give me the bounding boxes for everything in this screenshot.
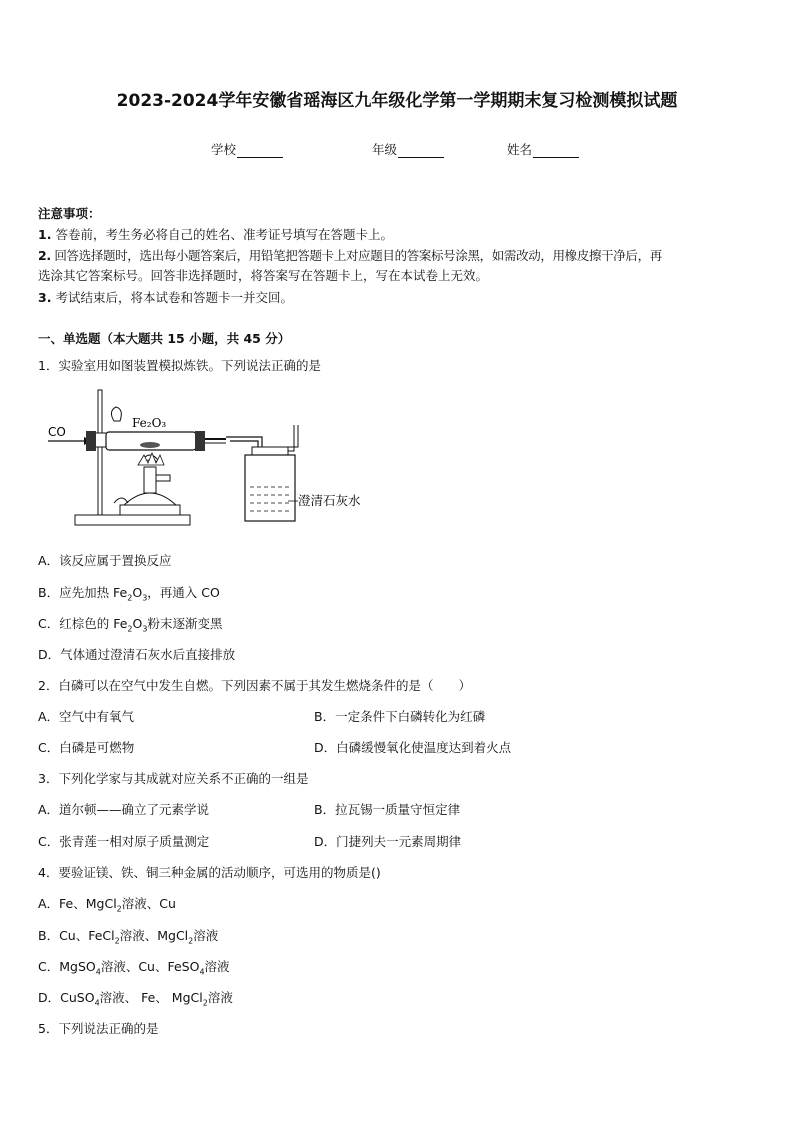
notice-heading: 注意事项：	[38, 206, 101, 221]
notice-item-2: 2. 回答选择题时，选出每小题答案后，用铅笔把答题卡上对应题目的答案标号涂黑，如需改动，用橡皮擦干净后，再	[38, 248, 662, 263]
gas-inlet	[114, 498, 128, 503]
q4-option-c: C．MgSO$_4$溶液、Cu、FeSO$_4$溶液	[38, 959, 230, 977]
stopper-right	[195, 431, 205, 451]
bottle-neck	[252, 447, 288, 455]
name-field	[507, 140, 579, 158]
fe2o3-label: Fe₂O₃	[132, 416, 167, 430]
fe2o3-powder	[140, 442, 160, 448]
q1-option-c: C．红棕色的 $Fe_2O_3$粉末逐渐变黑	[38, 616, 223, 634]
name-label: 姓名	[507, 142, 533, 157]
iron-smelting-apparatus-figure	[40, 385, 380, 535]
q2-stem: 2．白磷可以在空气中发生自燃。下列因素不属于其发生燃烧条件的是（ ）	[38, 678, 471, 693]
q2-option-a: A．空气中有氧气	[38, 709, 135, 724]
grade-label: 年级	[372, 142, 398, 157]
stand-base	[75, 515, 190, 525]
q1-option-a: A．该反应属于置换反应	[38, 553, 172, 568]
q3-option-c: C．张青莲一相对原子质量测定	[38, 834, 210, 849]
q3-option-d: D．门捷列夫一元素周期律	[314, 834, 462, 849]
co-label: CO	[48, 425, 66, 439]
q1-stem: 1．实验室用如图装置模拟炼铁。下列说法正确的是	[38, 358, 321, 373]
burner-tube	[144, 467, 156, 493]
section-heading: 一、单选题（本大题共 15 小题，共 45 分）	[38, 331, 291, 346]
q3-stem: 3．下列化学家与其成就对应关系不正确的一组是	[38, 771, 309, 786]
stand-rod	[98, 390, 102, 525]
q5-stem: 5．下列说法正确的是	[38, 1021, 159, 1036]
q4-option-d: D．CuSO$_4$溶液、 Fe、 MgCl$_2$溶液	[38, 990, 233, 1008]
stopper-left	[86, 431, 96, 451]
grade-blank	[398, 145, 444, 158]
q4-stem: 4．要验证镁、铁、铜三种金属的活动顺序，可选用的物质是()	[38, 865, 381, 880]
name-blank	[533, 145, 579, 158]
grade-field	[372, 140, 444, 158]
q2-option-c: C．白磷是可燃物	[38, 740, 135, 755]
school-blank	[237, 145, 283, 158]
q4-option-b: B．Cu、FeCl$_2$溶液、MgCl$_2$溶液	[38, 928, 219, 946]
notice-item-1: 1. 答卷前，考生务必将自己的姓名、准考证号填写在答题卡上。	[38, 227, 393, 242]
clamp-screw	[111, 407, 121, 421]
notice-item-3: 3. 考试结束后，将本试卷和答题卡一并交回。	[38, 290, 293, 305]
q3-option-b: B．拉瓦锡一质量守恒定律	[314, 802, 461, 817]
school-label: 学校	[211, 142, 237, 157]
q1-option-d: D．气体通过澄清石灰水后直接排放	[38, 647, 236, 662]
q4-option-a: A．Fe、MgCl$_2$溶液、Cu	[38, 896, 176, 914]
q2-option-d: D．白磷缓慢氧化使温度达到着火点	[314, 740, 512, 755]
notice-item-2-cont: 选涂其它答案标号。回答非选择题时，将答案写在答题卡上，写在本试卷上无效。	[38, 268, 489, 283]
limewater-label: 澄清石灰水	[298, 493, 361, 508]
q1-option-b: B．应先加热 $Fe_2O_3$，再通入 CO	[38, 585, 220, 603]
page-title: 2023-2024学年安徽省瑶海区九年级化学第一学期期末复习检测模拟试题	[116, 91, 678, 111]
q3-option-a: A．道尔顿——确立了元素学说	[38, 802, 210, 817]
school-field	[211, 140, 283, 158]
q2-option-b: B．一定条件下白磷转化为红磷	[314, 709, 486, 724]
